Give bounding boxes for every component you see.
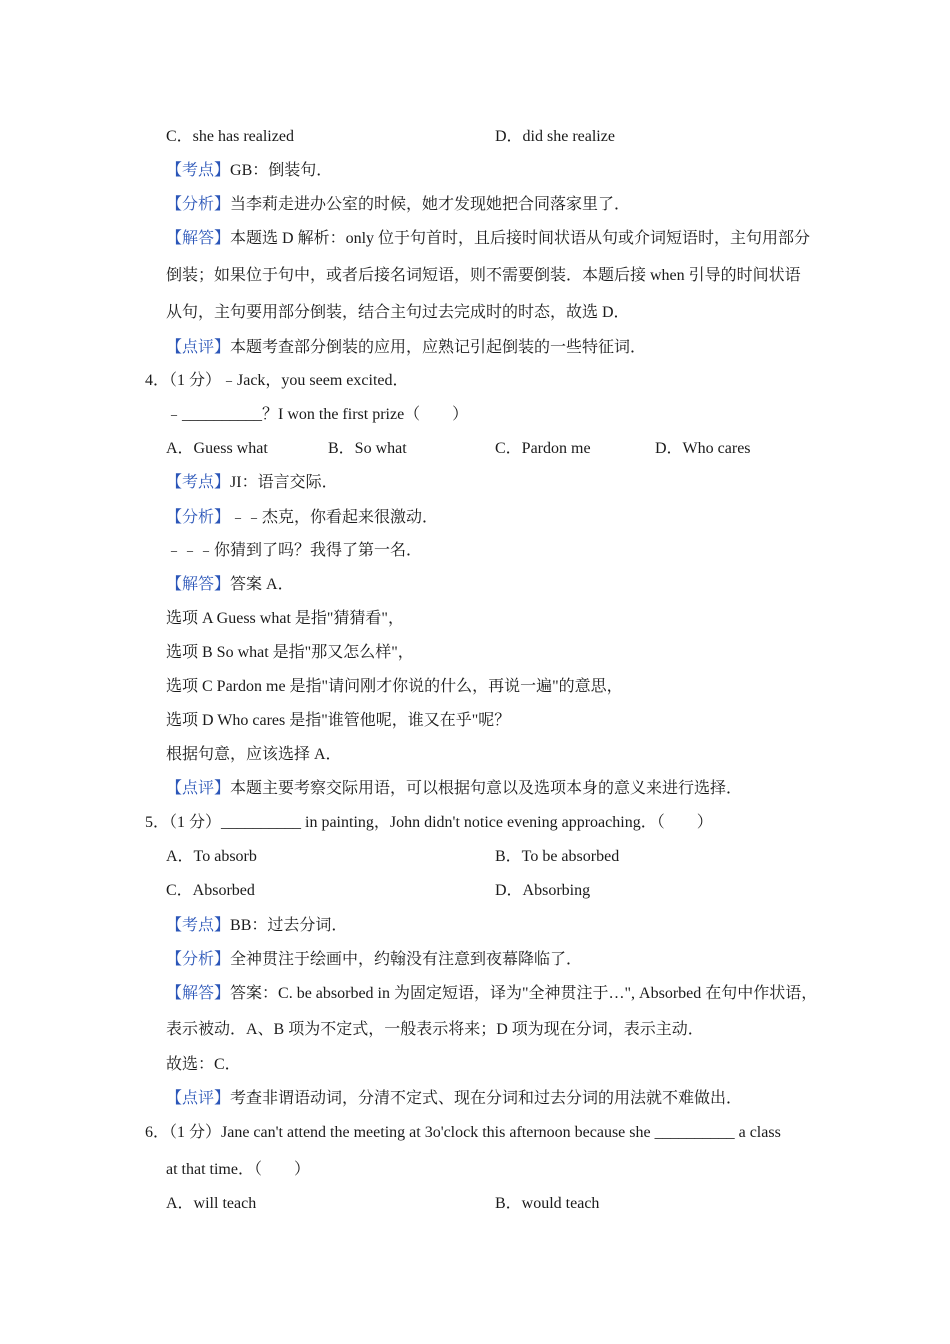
option-b: B．To be absorbed [495, 848, 620, 865]
jieda-text: 答案 A． [230, 576, 294, 593]
fenxi-text-2: ﹣﹣﹣你猜到了吗？我得了第一名． [166, 542, 423, 559]
dianping-tag: 【点评】 [166, 339, 231, 356]
explanation-line-2: 选项 B So what 是指"那又怎么样"， [166, 644, 414, 661]
option-b: B．So what [328, 440, 407, 457]
fenxi-tag: 【分析】 [166, 196, 231, 213]
kaodian-text: JI：语言交际． [230, 474, 338, 491]
fenxi-text: ﹣﹣杰克，你看起来很激动． [230, 509, 439, 526]
jieda-text: 本题选 D 解析：only 位于句首时，且后接时间状语从句或介词短语时，主句用部分 [230, 230, 811, 247]
fenxi-tag: 【分析】 [166, 509, 231, 526]
question-6-stem: 6．（1 分）Jane can't attend the meeting at 3o'clock this afternoon because she __________ a class [145, 1124, 781, 1141]
dianping-line [166, 779, 742, 799]
explanation-line-4: 选项 D Who cares 是指"谁管他呢，谁又在乎"呢？ [166, 712, 511, 729]
option-b: B．would teach [495, 1195, 600, 1212]
option-a: A．will teach [166, 1195, 257, 1212]
option-d: D．Who cares [655, 440, 751, 457]
explanation-line-5: 根据句意，应该选择 A． [166, 746, 342, 763]
question-6-stem-2: at that time．（ ） [166, 1161, 310, 1178]
fenxi-line [166, 950, 582, 970]
jieda-tag: 【解答】 [166, 985, 231, 1002]
fenxi-line [166, 508, 438, 528]
kaodian-line [166, 473, 338, 493]
jieda-text-2: 倒装；如果位于句中，或者后接名词短语，则不需要倒装．本题后接 when 引导的时间状语 [166, 267, 801, 284]
dianping-line [166, 338, 646, 358]
dianping-tag: 【点评】 [166, 780, 231, 797]
kaodian-tag: 【考点】 [166, 162, 231, 179]
jieda-tag: 【解答】 [166, 576, 231, 593]
fenxi-text: 当李莉走进办公室的时候，她才发现她把合同落家里了． [230, 196, 631, 213]
kaodian-text: GB：倒装句． [230, 162, 333, 179]
question-4-stem-2: ﹣__________？I won the first prize（ ） [166, 406, 469, 423]
jieda-tag: 【解答】 [166, 230, 231, 247]
kaodian-tag: 【考点】 [166, 474, 231, 491]
jieda-line [166, 229, 810, 249]
explanation-line-1: 选项 A Guess what 是指"猜猜看"， [166, 610, 404, 627]
fenxi-text: 全神贯注于绘画中，约翰没有注意到夜幕降临了． [230, 951, 583, 968]
fenxi-tag: 【分析】 [166, 951, 231, 968]
jieda-text-3: 故选：C． [166, 1056, 241, 1073]
option-a: A．Guess what [166, 440, 268, 457]
dianping-text: 考查非谓语动词，分清不定式、现在分词和过去分词的用法就不难做出． [230, 1090, 743, 1107]
kaodian-text: BB：过去分词． [230, 917, 348, 934]
fenxi-line [166, 195, 630, 215]
option-c: C．Pardon me [495, 440, 591, 457]
explanation-line-3: 选项 C Pardon me 是指"请问刚才你说的什么，再说一遍"的意思， [166, 678, 623, 695]
option-c: C．she has realized [166, 128, 294, 145]
dianping-line [166, 1089, 742, 1109]
jieda-text-3: 从句，主句要用部分倒装，结合主句过去完成时的时态，故选 D． [166, 304, 630, 321]
option-d: D．Absorbing [495, 882, 591, 899]
dianping-tag: 【点评】 [166, 1090, 231, 1107]
jieda-text-2: 表示被动．A、B 项为不定式，一般表示将来；D 项为现在分词，表示主动． [166, 1021, 704, 1038]
jieda-line [166, 575, 294, 595]
dianping-text: 本题主要考察交际用语，可以根据句意以及选项本身的意义来进行选择． [230, 780, 743, 797]
option-a: A．To absorb [166, 848, 257, 865]
dianping-text: 本题考查部分倒装的应用，应熟记引起倒装的一些特征词． [230, 339, 647, 356]
jieda-line [166, 984, 817, 1004]
question-5-stem: 5．（1 分）__________ in painting，John didn't notice evening approaching．（ ） [145, 814, 713, 831]
kaodian-line [166, 916, 347, 936]
option-d: D．did she realize [495, 128, 615, 145]
question-4-stem: 4．（1 分）﹣Jack，you seem excited． [145, 372, 409, 389]
option-c: C．Absorbed [166, 882, 255, 899]
kaodian-tag: 【考点】 [166, 917, 231, 934]
kaodian-line [166, 161, 332, 181]
jieda-text: 答案：C. be absorbed in 为固定短语，译为"全神贯注于…", Absorbed 在句中作状语， [230, 985, 818, 1002]
